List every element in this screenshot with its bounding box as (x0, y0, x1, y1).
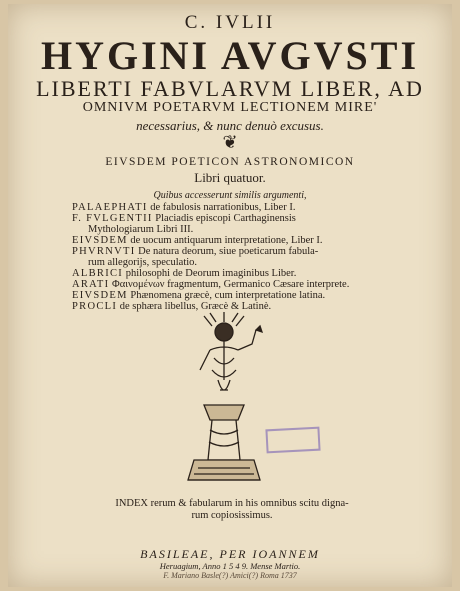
list-item: F. FVLGENTII Placiadis episcopi Carthaginensis (72, 213, 296, 224)
title-line-3: LIBERTI FABVLARVM LIBER, AD (36, 76, 424, 101)
index-note: INDEX rerum & fabularum in his omnibus scitu digna- rum copiosissimus. (115, 498, 349, 521)
subtitle-line-1: EIVSDEM POETICON ASTRONOMICON (105, 156, 355, 168)
handwritten-inscription: F. Mariano Basle(?) Amici(?) Roma 1737 (163, 571, 297, 580)
list-item: ARATI Φαινομένων fragmentum, Germanico Cæsare interprete. (72, 279, 350, 290)
list-item: PROCLI de sphæra libellus, Græcè & Latinè. (72, 301, 272, 312)
subtitle-line-3: Quibus accesserunt similis argumenti, (153, 190, 307, 201)
subtitle-line-2: Libri quatuor. (194, 170, 266, 185)
woodcut-printer-device-icon (174, 310, 274, 488)
imprint-place: BASILEAE, PER IOANNEM (140, 547, 320, 561)
title-line-4: OMNIVM POETARVM LECTIONEM MIRE' (82, 100, 378, 115)
imprint-date: Heruagium, Anno 1 5 4 9. Mense Martio. (159, 561, 301, 571)
list-item: EIVSDEM de uocum antiquarum interpretatione, Liber I. (72, 235, 323, 246)
author-line: C. IVLII (184, 12, 276, 33)
title-main: HYGINI AVGVSTI (40, 33, 420, 78)
list-item: EIVSDEM Phænomena græcè, cum interpretatione latina. (72, 290, 326, 301)
contents-list (72, 202, 372, 312)
title-page (8, 4, 452, 587)
list-item: Mythologiarum Libri III. (88, 224, 194, 235)
list-item: PALAEPHATI de fabulosis narrationibus, Liber I. (72, 202, 296, 213)
list-item: PHVRNVTI De natura deorum, siue poeticarum fabula- (72, 246, 319, 257)
list-item: rum allegorijs, speculatio. (88, 257, 198, 268)
fleuron-icon: ❦ (222, 132, 238, 152)
library-stamp (265, 427, 320, 454)
list-item: ALBRICI philosophi de Deorum imaginibus Liber. (72, 268, 297, 279)
title-line-5: necessarius, & nunc denuò excusus. (136, 118, 324, 133)
